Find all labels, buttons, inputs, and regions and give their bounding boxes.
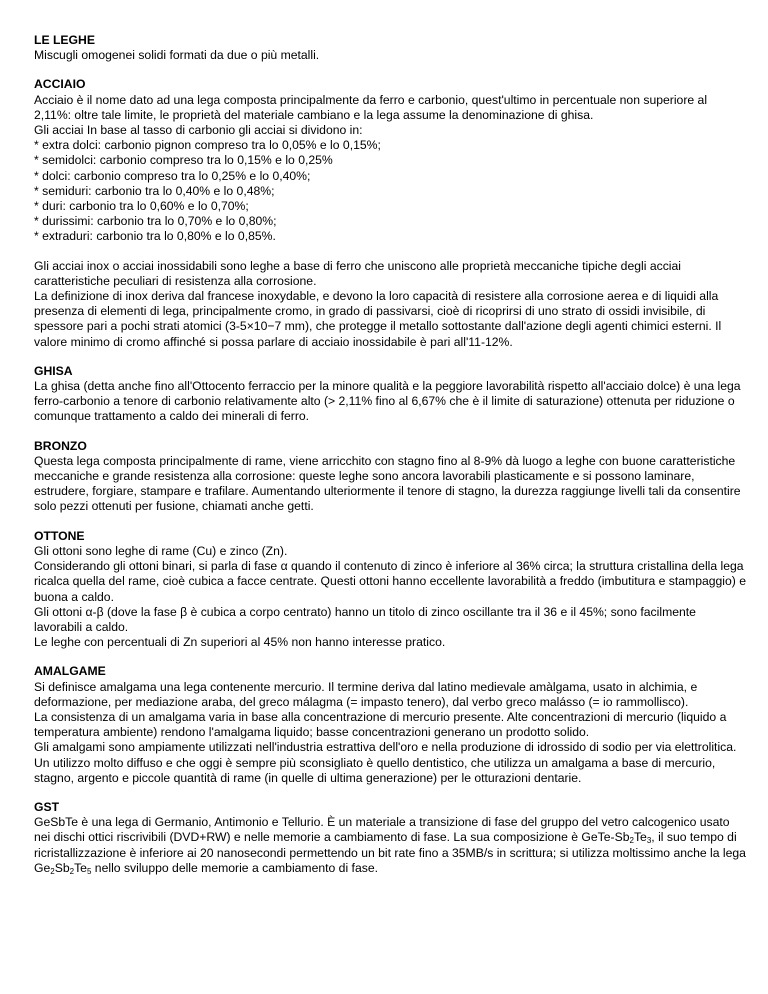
paragraph — [34, 815, 746, 876]
text-run: GeSbTe è una lega di Germanio, Antimonio e Tellurio. È un materiale a transizione di fase del gruppo del vetro calcogenico usato nei dischi ottici riscrivibili (DVD+RW) e nelle memorie a cambiamento di fase. La sua composizione è GeTe-Sb — [34, 815, 730, 845]
section-bronzo — [34, 439, 746, 515]
paragraph: Acciaio è il nome dato ad una lega composta principalmente da ferro e carbonio, quest'ultimo in percentuale non superiore al 2,11%: oltre tale limite, le proprietà del materiale cambiano e la lega assume la denominazione di ghisa. — [34, 92, 708, 122]
subscript: 3 — [646, 836, 652, 846]
subscript: 2 — [50, 866, 55, 876]
section-acciaio — [34, 77, 746, 244]
section-title: BRONZO — [34, 438, 87, 453]
section-ottone — [34, 529, 746, 651]
list-item: * extra dolci: carbonio pignon compreso tra lo 0,05% e lo 0,15%; — [34, 138, 381, 153]
list-item: * dolci: carbonio compreso tra lo 0,25% e lo 0,40%; — [34, 168, 311, 183]
section-gst — [34, 800, 746, 876]
paragraph: Questa lega composta principalmente di rame, viene arricchito con stagno fino al 8-9% dà luogo a leghe con buone caratteristiche meccaniche e grande resistenza alla corrosione: queste leghe sono ancora lavorabili plasticamente e si possono laminare, estrudere, forgiare, stampare e trafilare. Aumentando ulteriormente il tenore di stagno, la durezza raggiunge livelli tali da consentire solo pezzi ottenuti per fusione, chiamati anche getti. — [34, 453, 741, 514]
subscript: 2 — [629, 836, 634, 846]
text-run: Sb — [54, 860, 70, 875]
list-item: * semidolci: carbonio compreso tra lo 0,15% e lo 0,25% — [34, 153, 333, 168]
paragraph: Considerando gli ottoni binari, si parla di fase α quando il contenuto di zinco è inferiore al 36% circa; la struttura cristallina della lega ricalca quella del rame, cioè cubica a facce centrate. Questi ottoni hanno eccellente lavorabilità a freddo (imbutitura e stampaggio) e buona a caldo. — [34, 559, 747, 604]
paragraph: Si definisce amalgama una lega contenente mercurio. Il termine deriva dal latino medievale amàlgama, usato in alchimia, e deformazione, per mediazione araba, del greco málagma (= impasto tenero), dal verbo greco malásso (= io rammollisco). — [34, 679, 698, 709]
text-run: nello sviluppo delle memorie a cambiamento di fase. — [91, 860, 378, 875]
paragraph: La consistenza di un amalgama varia in base alla concentrazione di mercurio presente. Alte concentrazioni di mercurio (liquido a temperatura ambiente) rendono l'amalgama liquido; basse concentrazioni generano un prodotto solido. — [34, 709, 727, 740]
section-title: GHISA — [34, 363, 73, 378]
text-run: Te — [633, 830, 647, 845]
section-leghe — [34, 33, 746, 63]
list-item: * durissimi: carbonio tra lo 0,70% e lo 0,80%; — [34, 214, 277, 229]
list-item: * extraduri: carbonio tra lo 0,80% e lo 0,85%. — [34, 229, 276, 244]
paragraph: Gli ottoni sono leghe di rame (Cu) e zinco (Zn). — [34, 543, 288, 558]
section-inox — [34, 259, 746, 350]
section-title: LE LEGHE — [34, 33, 95, 47]
paragraph: La definizione di inox deriva dal francese inoxydable, e devono la loro capacità di resistere alla corrosione aerea e di liquidi alla presenza di elementi di lega, principalmente cromo, in grado di passivarsi, cioè di ricoprirsi di uno strato di ossidi invisibile, di spessore pari a pochi strati atomici (3-5×10−7 mm), che protegge il metallo sottostante dall'azione degli agenti chimici esterni. Il valore minimo di cromo affinché si possa parlare di acciaio inossidabile è pari all'11-12%. — [34, 289, 722, 349]
paragraph: Gli acciai In base al tasso di carbonio gli acciai si dividono in: — [34, 123, 363, 138]
section-title: OTTONE — [34, 528, 85, 543]
subscript: 2 — [69, 866, 75, 876]
section-ghisa — [34, 364, 746, 425]
paragraph: Gli acciai inox o acciai inossidabili sono leghe a base di ferro che uniscono alle proprietà meccaniche tipiche degli acciai caratteristiche peculiari di resistenza alla corrosione. — [34, 258, 681, 288]
text-run: , il suo tempo di ricristallizzazione è inferiore ai 20 nanosecondi permettendo un bit rate fino a 35MB/s in scrittura; si utilizza moltissimo anche la lega Ge — [34, 830, 746, 875]
list-item: * duri: carbonio tra lo 0,60% e lo 0,70%; — [34, 199, 249, 214]
document — [34, 33, 746, 890]
list-item: * semiduri: carbonio tra lo 0,40% e lo 0,48%; — [34, 183, 275, 198]
paragraph: La ghisa (detta anche fino all'Ottocento ferraccio per la minore qualità e la peggiore lavorabilità rispetto all'acciaio dolce) è una lega ferro-carbonio a tenore di carbonio relativamente alto (> 2,11% fino al 6,67% che è il limite di saturazione) ottenuta per riduzione o comunque trattamento a caldo dei minerali di ferro. — [34, 379, 741, 424]
section-title: ACCIAIO — [34, 77, 86, 92]
section-title: AMALGAME — [34, 664, 106, 679]
section-title: GST — [34, 799, 60, 814]
paragraph: Miscugli omogenei solidi formati da due o più metalli. — [34, 48, 320, 63]
paragraph: Le leghe con percentuali di Zn superiori al 45% non hanno interesse pratico. — [34, 635, 446, 650]
section-amalgame — [34, 664, 746, 786]
text-run: Te — [74, 860, 87, 875]
paragraph: Gli amalgami sono ampiamente utilizzati nell'industria estrattiva dell'oro e nella produzione di idrossido di sodio per via elettrolitica. Un utilizzo molto diffuso e che oggi è sempre più sconsigliato è quello dentistico, che utilizza un amalgama a base di mercurio, stagno, argento e piccole quantità di rame (in quelle di ultima generazione) per le otturazioni dentarie. — [34, 740, 737, 785]
subscript: 5 — [86, 866, 92, 876]
paragraph: Gli ottoni α-β (dove la fase β è cubica a corpo centrato) hanno un titolo di zinco oscillante tra il 36 e il 45%; sono facilmente lavorabili a caldo. — [34, 604, 696, 634]
